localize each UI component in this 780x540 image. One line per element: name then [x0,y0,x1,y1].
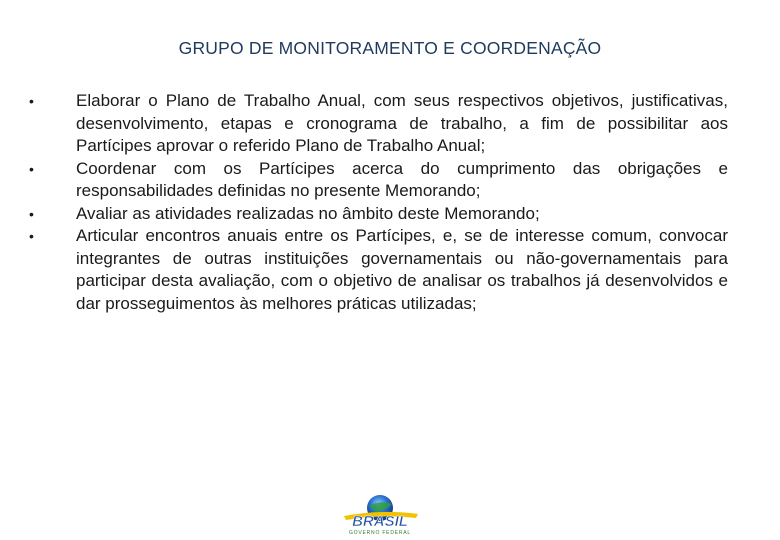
list-item-text: Articular encontros anuais entre os Partícipes, e, se de interesse comum, convocar integrantes de outras instituições governamentais ou não-governamentais para participar desta avaliação, com o objetivo de analisar os trabalhos já desenvolvidos e dar prosseguimentos às melhores práticas utilizadas; [76,226,728,313]
logo-wordmark: BRASIL [352,513,408,530]
bullet-icon: • [29,205,34,222]
list-item-text: Coordenar com os Partícipes acerca do cumprimento das obrigações e responsabilidades definidas no presente Memorando; [76,158,728,200]
list-item [28,203,728,226]
brasil-logo [330,492,430,536]
bullet-icon: • [29,228,34,244]
bullet-icon: • [29,160,34,177]
page-title: GRUPO DE MONITORAMENTO E COORDENAÇÃO [178,38,602,58]
list-item [28,90,728,158]
globe-icon [330,492,430,536]
list-item-text: Elaborar o Plano de Trabalho Anual, com seus respectivos objetivos, justificativas, desenvolvimento, etapas e cronograma de trabalho, a fim de possibilitar aos Partícipes aprovar o referido Plano de Trabalho Anual; [76,91,728,155]
list-item-text: Avaliar as atividades realizadas no âmbito deste Memorando; [76,203,540,223]
bullet-icon: • [29,93,34,109]
logo-tagline: GOVERNO FEDERAL [348,530,412,536]
list-item [28,225,728,315]
bullet-list [28,90,728,315]
list-item [28,158,728,203]
